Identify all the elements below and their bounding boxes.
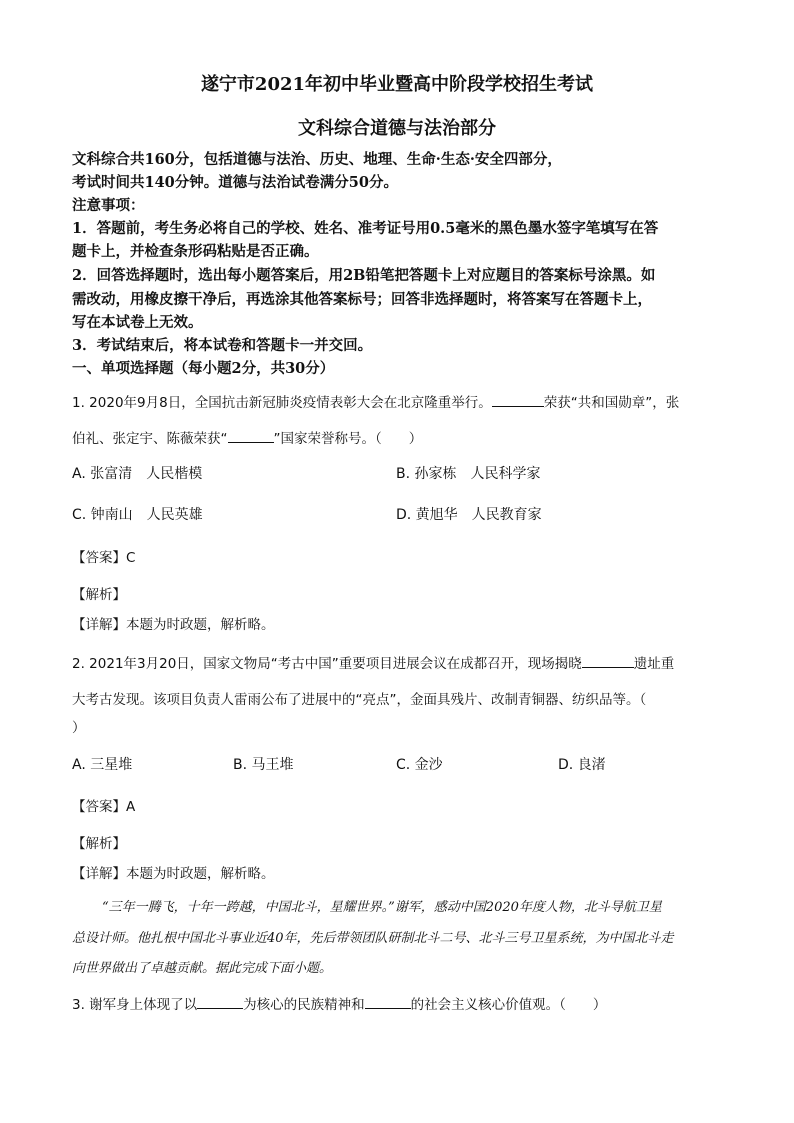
q1-option-b: B. 孙家栋 人民科学家	[396, 466, 541, 482]
note-2-line-1: 2．回答选择题时，选出每小题答案后，用2B铅笔把答题卡上对应题目的答案标号涂黑。如	[72, 267, 656, 284]
q1-stem-text-2: 荣获“共和国勋章”，张	[543, 395, 680, 411]
q2-stem-line-3: ）	[72, 720, 86, 736]
note-1-line-2: 题卡上，并检查条形码粘贴是否正确。	[72, 243, 319, 260]
q2-stem-text-2: 遗址重	[633, 656, 675, 672]
q2-option-c: C. 金沙	[396, 757, 443, 773]
q2-blank	[582, 655, 634, 668]
q2-detail	[72, 862, 732, 882]
q2-option-b: B. 马王堆	[233, 757, 294, 773]
intro-line-2: 考试时间共140分钟。道德与法治试卷满分50分。	[72, 174, 398, 191]
q3-stem-text-2: 为核心的民族精神和	[243, 997, 365, 1013]
q1-stem-text-4: ”国家荣誉称号。（ ）	[273, 431, 423, 447]
q2-stem-text: 2. 2021年3月20日，国家文物局“考古中国”重要项目进展会议在成都召开，现场揭晓	[72, 656, 582, 672]
q3-blank-2	[365, 996, 411, 1009]
note-1-line-1: 1．答题前，考生务必将自己的学校、姓名、准考证号用0.5毫米的黑色墨水签字笔填写在答	[72, 220, 659, 237]
q1-stem-text-3: 伯礼、张定宇、陈薇荣获“	[72, 431, 228, 447]
q2-answer	[72, 795, 732, 815]
notice-heading: 注意事项：	[72, 197, 145, 214]
note-2-line-3: 写在本试卷上无效。	[72, 314, 203, 331]
q1-answer-value: C	[126, 550, 136, 566]
q1-option-d: D. 黄旭华 人民教育家	[396, 507, 542, 523]
q1-stem-line-2	[72, 427, 732, 447]
q2-option-d: D. 良渚	[558, 757, 606, 773]
q3-stem	[72, 993, 732, 1013]
q2-option-a: A. 三星堆	[72, 757, 133, 773]
q2-detail-text: 本题为时政题，解析略。	[126, 866, 275, 882]
q1-blank-2	[228, 430, 274, 443]
exam-title: 遂宁市2021年初中毕业暨高中阶段学校招生考试	[200, 74, 594, 95]
q1-analysis-tag: 【解析】	[72, 587, 126, 603]
q1-option-c: C. 钟南山 人民英雄	[72, 507, 203, 523]
passage-line-1: “三年一腾飞，十年一跨越，中国北斗，星耀世界。”谢军，感动中国2020年度人物，北斗导航卫星	[102, 900, 662, 915]
q1-blank-1	[492, 394, 544, 407]
q1-answer-tag: 【答案】	[72, 550, 126, 566]
q2-stem-line-2: 大考古发现。该项目负责人雷雨公布了进展中的“亮点”，金面具残片、改制青铜器、纺织品等。（	[72, 692, 647, 708]
q2-answer-tag: 【答案】	[72, 799, 126, 815]
q1-stem-line-1	[72, 391, 732, 411]
q3-blank-1	[197, 996, 243, 1009]
q1-detail-tag: 【详解】	[72, 617, 126, 633]
passage-line-2: 总设计师。他扎根中国北斗事业近40年，先后带领团队研制北斗二号、北斗三号卫星系统，为中国北斗走	[72, 931, 674, 946]
intro-line-1: 文科综合共160分，包括道德与法治、历史、地理、生命·生态·安全四部分，	[72, 151, 562, 168]
q1-detail-text: 本题为时政题，解析略。	[126, 617, 275, 633]
q1-stem-text: 1. 2020年9月8日，全国抗击新冠肺炎疫情表彰大会在北京隆重举行。	[72, 395, 492, 411]
passage-line-3: 向世界做出了卓越贡献。据此完成下面小题。	[72, 961, 333, 976]
q1-answer	[72, 546, 732, 566]
note-2-line-2: 需改动，用橡皮擦干净后，再选涂其他答案标号；回答非选择题时，将答案写在答题卡上，	[72, 291, 652, 308]
q2-answer-value: A	[126, 799, 136, 815]
q1-option-a: A. 张富清 人民楷模	[72, 466, 203, 482]
q3-stem-text: 3. 谢军身上体现了以	[72, 997, 198, 1013]
q2-stem-line-1	[72, 652, 732, 672]
q1-detail	[72, 613, 732, 633]
note-3: 3．考试结束后，将本试卷和答题卡一并交回。	[72, 337, 373, 354]
section-heading: 一、单项选择题（每小题2分，共30分）	[72, 360, 335, 377]
exam-subtitle: 文科综合道德与法治部分	[298, 118, 496, 139]
q2-detail-tag: 【详解】	[72, 866, 126, 882]
q2-analysis-tag: 【解析】	[72, 836, 126, 852]
q3-stem-text-3: 的社会主义核心价值观。（ ）	[410, 997, 607, 1013]
